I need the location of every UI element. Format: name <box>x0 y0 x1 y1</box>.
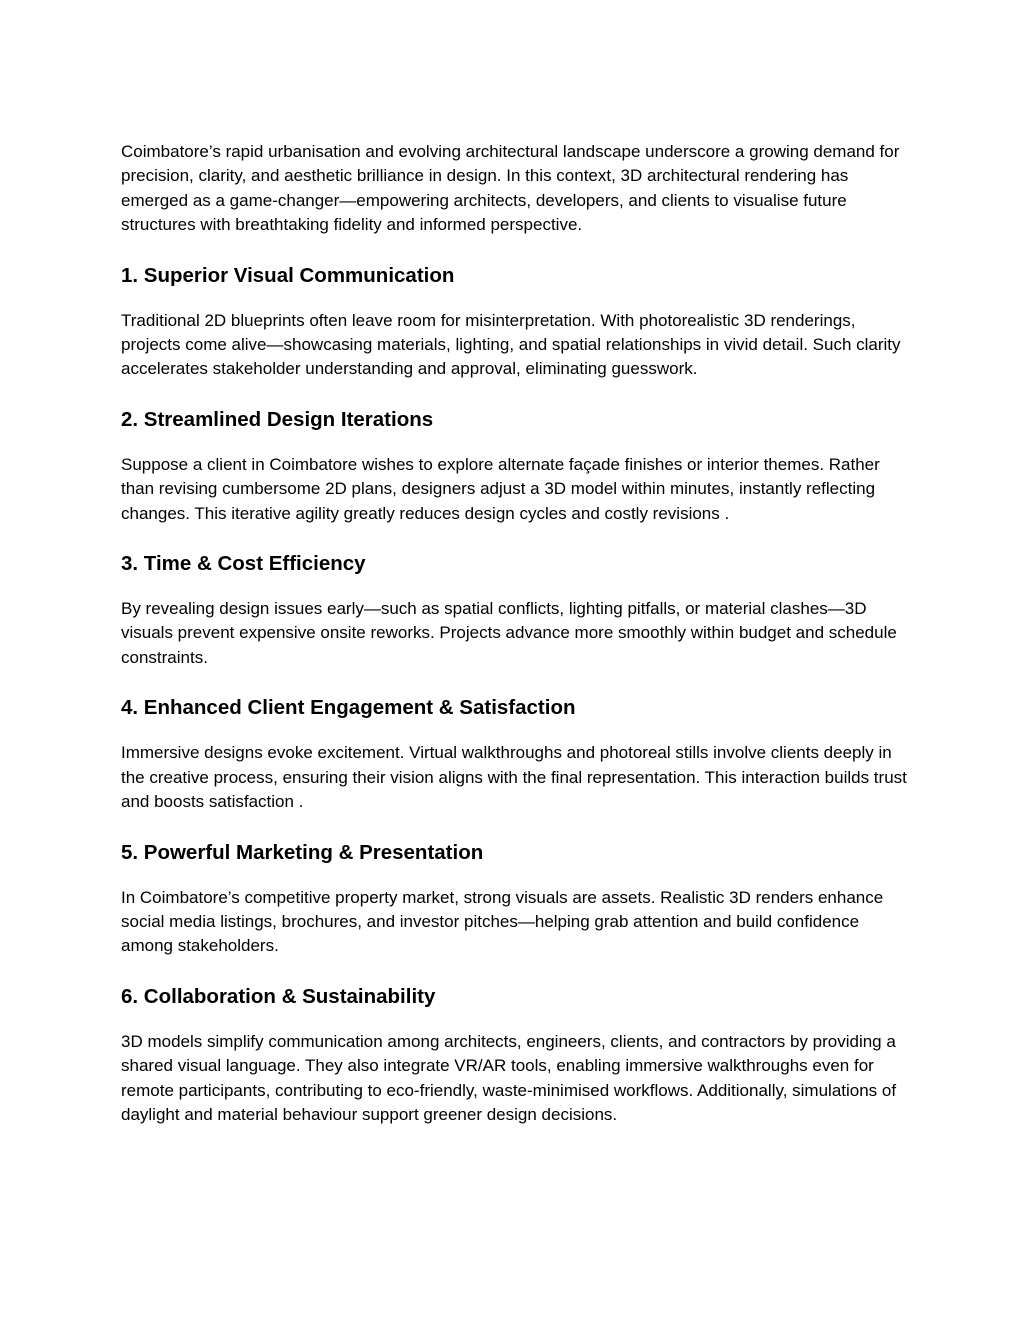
section-collaboration-sustainability <box>121 983 907 1128</box>
section-body: Suppose a client in Coimbatore wishes to explore alternate façade finishes or interior themes. Rather than revising cumbersome 2D plans, designers adjust a 3D model within minutes, instantly reflecting changes. This iterative agility greatly reduces design cycles and costly revisions . <box>121 454 880 523</box>
section-time-cost-efficiency <box>121 550 907 670</box>
section-client-engagement <box>121 694 907 814</box>
section-body: Immersive designs evoke excitement. Virtual walkthroughs and photoreal stills involve clients deeply in the creative process, ensuring their vision aligns with the final representation. This interaction builds trust and boosts satisfaction . <box>121 743 907 812</box>
section-body: In Coimbatore’s competitive property market, strong visuals are assets. Realistic 3D renders enhance social media listings, brochures, and investor pitches—helping grab attention and build confidence among stakeholders. <box>121 887 884 956</box>
section-heading: 6. Collaboration & Sustainability <box>121 984 436 1008</box>
section-heading: 2. Streamlined Design Iterations <box>121 407 434 431</box>
section-body: Traditional 2D blueprints often leave room for misinterpretation. With photorealistic 3D renderings, projects come alive—showcasing materials, lighting, and spatial relationships in vivid detail. Such clarity accelerates stakeholder understanding and approval, eliminating guesswork. <box>121 310 901 379</box>
section-body: 3D models simplify communication among architects, engineers, clients, and contractors by providing a shared visual language. They also integrate VR/AR tools, enabling immersive walkthroughs even for remote participants, contributing to eco-friendly, waste-minimised workflows. Additionally, simulations of daylight and material behaviour support greener design decisions. <box>121 1031 897 1124</box>
section-heading: 4. Enhanced Client Engagement & Satisfaction <box>121 696 576 720</box>
section-marketing-presentation <box>121 839 907 959</box>
intro-paragraph: Coimbatore’s rapid urbanisation and evolving architectural landscape underscore a growing demand for precision, clarity, and aesthetic brilliance in design. In this context, 3D architectural rendering has emerged as a game‑changer—empowering architects, developers, and clients to visualise future structures with breathtaking fidelity and informed perspective. <box>121 142 900 235</box>
section-heading: 1. Superior Visual Communication <box>121 263 455 287</box>
section-heading: 5. Powerful Marketing & Presentation <box>121 840 484 864</box>
document-page <box>121 140 907 1151</box>
section-streamlined-design-iterations <box>121 406 907 526</box>
section-superior-visual-communication <box>121 262 907 382</box>
section-body: By revealing design issues early—such as spatial conflicts, lighting pitfalls, or material clashes—3D visuals prevent expensive onsite reworks. Projects advance more smoothly within budget and schedule constraints. <box>121 599 897 667</box>
section-heading: 3. Time & Cost Efficiency <box>121 552 366 576</box>
